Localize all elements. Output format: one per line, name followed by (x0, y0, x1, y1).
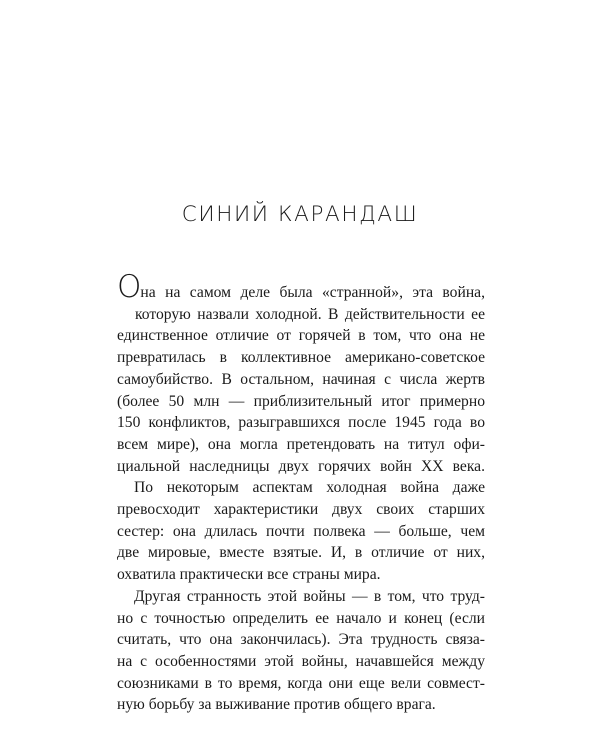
drop-cap: О (117, 269, 141, 305)
text-line: две мировые, вместе взятые. И, в отличие от них, (117, 544, 485, 562)
text-line: превратилась в коллективное американо-советское (117, 349, 485, 367)
text-line: но с точностью определить ее начало и конец (если (117, 609, 485, 627)
text-line: всем мире), она могла претендовать на титул офи- (117, 435, 485, 453)
paragraph-2 (117, 477, 485, 586)
text-line: на с особенностями этой войны, начавшейся между (117, 652, 485, 670)
chapter-title: СИНИЙ КАРАНДАШ (181, 202, 419, 227)
text-line: сестер: она длилась почти полвека — больше, чем (117, 522, 485, 540)
text-line (117, 269, 485, 305)
text-line: 150 конфликтов, разыгравшихся после 1945 года во (117, 414, 485, 432)
text-line: охватила практически все страны мира. (117, 566, 381, 584)
paragraph-1 (117, 269, 485, 477)
text-line: считать, что она закончилась). Эта трудность связа- (117, 631, 485, 649)
text-line: самоубийство. В остальном, начиная с числа жертв (117, 370, 485, 388)
text-line: союзниками в то время, когда они еще вели совмест- (117, 674, 485, 692)
text-line: По некоторым аспектам холодная война даже (134, 479, 485, 497)
paragraph-3 (117, 586, 485, 716)
text-line: ную борьбу за выживание против общего врага. (117, 696, 436, 714)
text-line: циальной наследницы двух горячих войн XX века. (117, 457, 485, 475)
text-line: которую назвали холодной. В действительности ее (135, 305, 485, 323)
text-line: единственное отличие от горячей в том, что она не (117, 327, 485, 345)
text-line: Другая странность этой войны — в том, что труд- (134, 587, 485, 605)
text-line: (более 50 млн — приблизительный итог примерно (117, 392, 485, 410)
text-line: превосходит характеристики двух своих старших (117, 501, 485, 519)
body-text (117, 269, 485, 716)
first-line-text: на на самом деле была «странной», эта война, (140, 284, 485, 301)
